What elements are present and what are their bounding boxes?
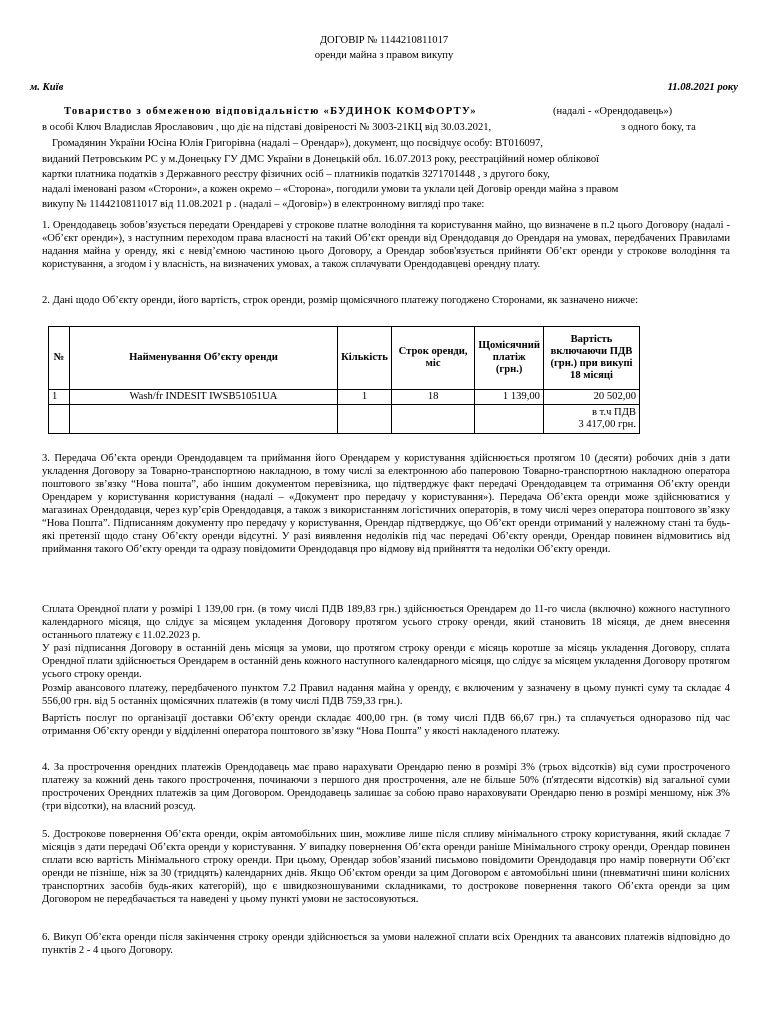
section-5: 5. Дострокове повернення Об’єкта оренди, окрім автомобільних шин, можливе лише після спливу мінімального строку користування, який складає 7 місяців з дати передачі Об’єкта оренди у користування. У випадку повернення Об’єкта оренди раніше Мінімального строку оренди, Орендар повинен сплати всю вартість Мінімального строку оренди. При цьому, Орендар зобов’язаний письмово повідомити Орендодавця про намір повернути Об’єкт оренди не пізніше, ніж за 30 (тридцять) календарних днів. Якщо Об’єктом оренди за цим Договором є автомобільні шини (пневматичні шини колісних транспортних засобів будь-яких категорій), що є швидкозношуваними складниками, то дострокове повернення такого Об’єкта оренди за цим Договором не передбачається та наведені у цьому пункті умови не застосовуються. xyxy=(42,829,730,905)
table-vat-row xyxy=(49,405,640,434)
contract-date: 11.08.2021 року xyxy=(667,82,738,93)
table-cell-monthly: 1 139,00 xyxy=(475,390,544,405)
preamble-line-2: в особі Ключ Владислав Ярославович , що діє на підставі довіреності № 3003-21КЦ від 30.03.2021, xyxy=(42,122,492,133)
preamble-line-7: викупу № 1144210811017 від 11.08.2021 р . (надалі – «Договір») в електронному вигляді про таке: xyxy=(42,199,485,210)
payment-paragraph-3: Розмір авансового платежу, передбаченого пунктом 7.2 Правил надання майна у оренду, є включеним у зазначену в цьому пункті суму та складає 4 556,00 грн. від 5 останніх щомісячних платежів (в тому числі ПДВ 759,33 грн.). xyxy=(42,683,730,707)
contract-title: ДОГОВІР № 1144210811017 xyxy=(319,35,449,46)
payment-paragraph-2: У разі підписання Договору в останній день місяця за умови, що протягом строку оренди є місяць коротше за місяць укладення Договору, сплата Орендної плати здійснюється Орендарем в останній день кожного наступного календарного місяця, що слідує за місяцем укладення Договору протягом усього строку оренди. xyxy=(42,643,730,680)
vat-label: в т.ч ПДВ xyxy=(591,407,636,418)
contract-city: м. Київ xyxy=(30,82,64,93)
section-6: 6. Викуп Об’єкта оренди після закінчення строку оренди здійснюється за умови належної сплати всіх Орендних та авансових платежів відповідно до пунктів 2 - 4 цього Договору. xyxy=(42,932,730,956)
table-vat-cell xyxy=(543,405,639,434)
preamble-line-3: Громадянин України Юсіна Юлія Григорівна (надалі – Орендар»), документ, що посвідчує особу: ВТ016097, xyxy=(52,138,543,149)
items-table xyxy=(48,326,640,434)
company-name-text: Товариство з обмеженою відповідальністю «БУДИНОК КОМФОРТУ» xyxy=(64,106,477,117)
table-header-quantity: Кількість xyxy=(338,327,392,390)
preamble-line-5: картки платника податків з Державного реєстру фізичних осіб – платників податків 3271701448 , з другого боку, xyxy=(42,169,550,180)
company-name xyxy=(64,105,524,118)
preamble-line-2-end: з одного боку, та xyxy=(621,122,696,133)
table-cell-number: 1 xyxy=(49,390,70,405)
payment-paragraph-1: Сплата Орендної плати у розмірі 1 139,00 грн. (в тому числі ПДВ 189,83 грн.) здійснюється Орендарем до 11-го числа (включно) кожного наступного календарного місяця, що слідує за місяцем укладення Договору протягом усього строку оренди, який становить 18 місяця, де днем внесення останнього платежу є 11.02.2023 р. xyxy=(42,604,730,641)
section-1: 1. Орендодавець зобов’язується передати Орендареві у строкове платне володіння та користування майно, що визначене в п.2 цього Договору (надалі - «Об’єкт оренди»), з наступним переходом права власності на такий Об’єкт оренди від Орендодавця до Орендаря на умовах, передбачених Правилами надання майна у оренду, які є невід’ємною частиною цього Договору, а Орендар зобов'язується прийняти Об’єкт оренди у строкове володіння та користування, а згодом і у власність, на визначених умовах, а також сплачувати Орендодавцеві орендну плату. xyxy=(42,220,730,270)
table-header-monthly: Щомісячний платіж (грн.) xyxy=(475,327,544,390)
table-row xyxy=(49,390,640,405)
payment-paragraph-4: Вартість послуг по організації доставки Об’єкту оренди складає 400,00 грн. (в тому числі ПДВ 66,67 грн.) та сплачується одноразово під час отримання Об’єкту оренди у відділенні оператора поштового зв’язку “Нова Пошта” у якості накладеного платежу. xyxy=(42,713,730,737)
table-header-term: Строк оренди, міс xyxy=(391,327,475,390)
section-2-intro: 2. Дані щодо Об’єкту оренди, його вартість, строк оренди, розмір щомісячного платежу погоджено Сторонами, як зазначено нижче: xyxy=(42,295,639,306)
preamble-line-4: виданий Петровським РС у м.Донецьку ГУ ДМС України в Донецькій обл. 16.07.2013 року, реєстраційний номер облікової xyxy=(42,154,600,165)
table-header-row xyxy=(49,327,640,390)
preamble-line-6: надалі іменовані разом «Сторони», а кожен окремо – «Сторона», погодили умови та уклали цей Договір оренди майна з правом xyxy=(42,184,619,195)
company-note: (надалі - «Орендодавець») xyxy=(553,106,673,117)
table-cell-total: 20 502,00 xyxy=(543,390,639,405)
table-header-total: Вартість включаючи ПДВ (грн.) при викупі 18 місяці xyxy=(543,327,639,390)
vat-value: 3 417,00 грн. xyxy=(578,419,636,430)
table-header-number: № xyxy=(49,327,70,390)
table-cell-name: Wash/fr INDESIT IWSB51051UA xyxy=(69,390,337,405)
section-4: 4. За прострочення орендних платежів Орендодавець має право нарахувати Орендарю пеню в розмірі 3% (трьох відсотків) від суми простроченого платежу за кожний день такого прострочення, починаючи з першого дня прострочення, але не більше 50% (п'ятдесяти відсотків) від загальної суми прострочених Орендних платежів за цим Договором. Орендодавець залишає за собою право нараховувати Орендарю пеню в розмірі меншому, ніж 3% (три відсотки), на власний розсуд. xyxy=(42,762,730,812)
table-cell-term: 18 xyxy=(391,390,475,405)
table-cell-quantity: 1 xyxy=(338,390,392,405)
table-header-name: Найменування Об’єкту оренди xyxy=(69,327,337,390)
contract-subtitle: оренди майна з правом викупу xyxy=(314,50,454,61)
section-3: 3. Передача Об’єкта оренди Орендодавцем та приймання його Орендарем у користування здійснюється протягом 10 (десяти) робочих днів з дати укладення Договору за Товарно-транспортною накладною, в тому числі за електронною або паперовою Товарно-транспортною накладною оператора поштового зв’язку “Нова пошта”, або іншим документом перевізника, що підтверджує факт передачі Орендодавцем та отримання Об’єкту оренди Орендарем у користування користування (надалі – «Документ про передачу у користування»). Передача Об’єкта оренди може здійснюватися у магазинах Орендодавця, через кур’єрів Орендодавця, а також з використанням логістичних операторів, в тому числі через оператора поштового зв’язку “Нова Пошта”. Підписанням документу про передачу у користування, Орендар підтверджує, що Об’єкт оренди отриманий у належному стані та будь-які претензії щодо стану Об’єкту оренди відсутні. У разі виявлення недоліків під час передачі Об’єкту оренди, Орендар повинен відмовитись від приймання такого Об’єкту оренди та одразу повідомити Орендодавця про відмову від прийняття та недоліки Об’єкту оренди. xyxy=(42,453,730,555)
